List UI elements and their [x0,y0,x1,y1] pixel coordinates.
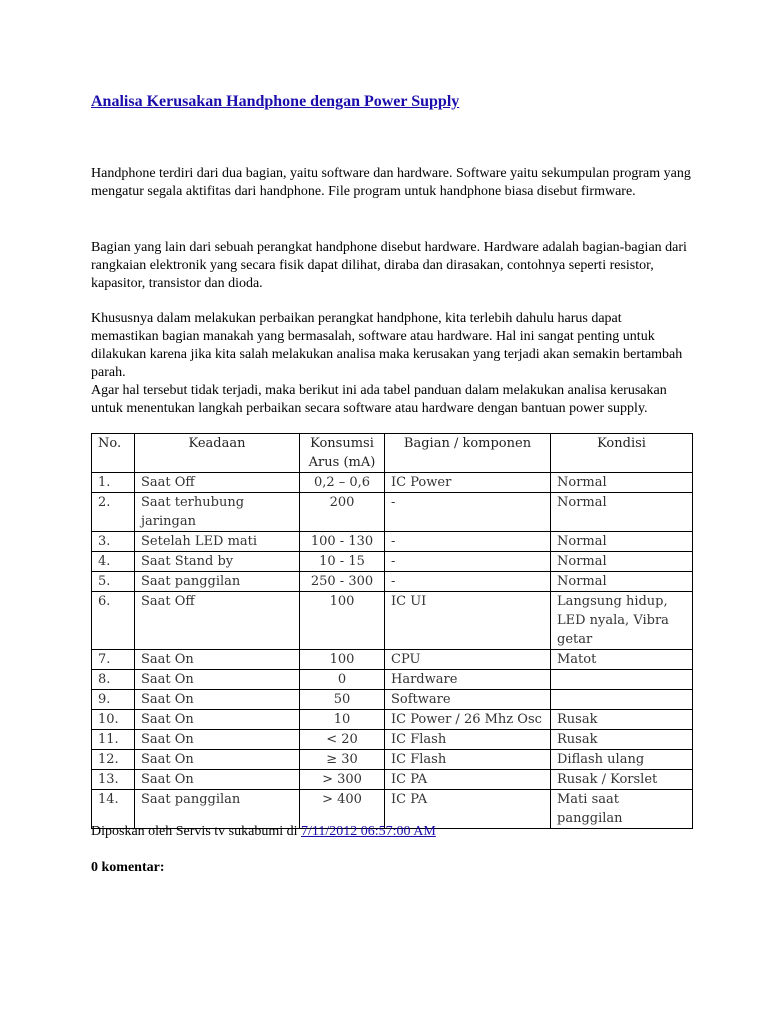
cell-arus: 100 [300,650,385,670]
cell-bagian: IC Flash [385,750,551,770]
table-row [92,670,693,690]
table-row [92,572,693,592]
cell-bagian: IC PA [385,770,551,790]
paragraph-software: Handphone terdiri dari dua bagian, yaitu software dan hardware. Software yaitu sekumpulan program yang mengatur segala aktifitas dari handphone. File program untuk handphone biasa disebut firmware. [91,166,691,199]
cell-arus: ≥ 30 [300,750,385,770]
header-arus: Konsumsi Arus (mA) [300,434,385,473]
comments-heading: 0 komentar: [91,860,165,875]
table-row [92,532,693,552]
post-timestamp-link[interactable]: 7/11/2012 06:57:00 AM [301,824,436,839]
cell-no: 9. [92,690,135,710]
cell-arus: 100 - 130 [300,532,385,552]
cell-kondisi [551,690,693,710]
paragraph-analysis: Khususnya dalam melakukan perbaikan perangkat handphone, kita terlebih dahulu harus dapat memastikan bagian manakah yang bermasalah, software atau hardware. Hal ini sangat penting untuk dilakukan karena jika kita salah melakukan analisa maka kerusakan yang terjadi akan semakin bertambah parah. [91,311,683,380]
header-bagian: Bagian / komponen [385,434,551,473]
cell-keadaan: Saat Off [135,592,300,650]
cell-no: 6. [92,592,135,650]
header-no: No. [92,434,135,473]
cell-arus: 100 [300,592,385,650]
cell-arus: 250 - 300 [300,572,385,592]
cell-arus: < 20 [300,730,385,750]
cell-kondisi: Normal [551,552,693,572]
cell-no: 3. [92,532,135,552]
cell-kondisi: Langsung hidup, LED nyala, Vibra getar [551,592,693,650]
cell-keadaan: Saat On [135,730,300,750]
cell-keadaan: Saat On [135,650,300,670]
cell-no: 2. [92,493,135,532]
header-kondisi: Kondisi [551,434,693,473]
table-row [92,552,693,572]
cell-bagian: IC PA [385,790,551,829]
cell-keadaan: Saat On [135,690,300,710]
cell-bagian: - [385,552,551,572]
cell-arus: > 300 [300,770,385,790]
table-row [92,493,693,532]
diagnosis-table [91,433,693,829]
table-row [92,790,693,829]
cell-bagian: IC UI [385,592,551,650]
cell-keadaan: Saat On [135,670,300,690]
cell-no: 5. [92,572,135,592]
cell-bagian: - [385,532,551,552]
cell-arus: 0 [300,670,385,690]
cell-kondisi: Diflash ulang [551,750,693,770]
cell-bagian: IC Power / 26 Mhz Osc [385,710,551,730]
cell-kondisi [551,670,693,690]
cell-keadaan: Saat panggilan [135,790,300,829]
cell-keadaan: Saat On [135,770,300,790]
cell-no: 11. [92,730,135,750]
cell-kondisi: Normal [551,473,693,493]
cell-kondisi: Rusak [551,730,693,750]
cell-kondisi: Matot [551,650,693,670]
header-keadaan: Keadaan [135,434,300,473]
cell-keadaan: Saat On [135,750,300,770]
cell-arus: 200 [300,493,385,532]
post-title-link[interactable]: Analisa Kerusakan Handphone dengan Power Supply [91,93,460,110]
cell-keadaan: Saat Off [135,473,300,493]
cell-no: 1. [92,473,135,493]
table-row [92,592,693,650]
cell-bagian: IC Power [385,473,551,493]
cell-bagian: - [385,493,551,532]
cell-no: 14. [92,790,135,829]
cell-no: 13. [92,770,135,790]
post-footer [91,824,436,840]
table-row [92,770,693,790]
cell-no: 8. [92,670,135,690]
cell-kondisi: Normal [551,493,693,532]
cell-keadaan: Saat panggilan [135,572,300,592]
cell-arus: 10 [300,710,385,730]
cell-kondisi: Rusak [551,710,693,730]
table-row [92,710,693,730]
table-row [92,730,693,750]
cell-no: 10. [92,710,135,730]
cell-bagian: Software [385,690,551,710]
cell-bagian: CPU [385,650,551,670]
paragraph-hardware: Bagian yang lain dari sebuah perangkat handphone disebut hardware. Hardware adalah bagian-bagian dari rangkaian elektronik yang secara fisik dapat dilihat, diraba dan dirasakan, contohnya seperti resistor, kapasitor, transistor dan dioda. [91,240,687,291]
table-row [92,650,693,670]
cell-keadaan: Setelah LED mati [135,532,300,552]
paragraph-table-intro: Agar hal tersebut tidak terjadi, maka berikut ini ada tabel panduan dalam melakukan analisa kerusakan untuk menentukan langkah perbaikan secara software atau hardware dengan bantuan power supply. [91,383,667,416]
cell-arus: 0,2 – 0,6 [300,473,385,493]
cell-kondisi: Mati saat panggilan [551,790,693,829]
cell-no: 7. [92,650,135,670]
table-row [92,690,693,710]
cell-kondisi: Normal [551,572,693,592]
cell-bagian: IC Flash [385,730,551,750]
cell-kondisi: Normal [551,532,693,552]
posted-by-text: Diposkan oleh Servis tv sukabumi di [91,824,298,839]
cell-keadaan: Saat terhubung jaringan [135,493,300,532]
table-header-row [92,434,693,473]
cell-arus: 50 [300,690,385,710]
cell-arus: 10 - 15 [300,552,385,572]
cell-arus: > 400 [300,790,385,829]
cell-kondisi: Rusak / Korslet [551,770,693,790]
cell-bagian: Hardware [385,670,551,690]
cell-bagian: - [385,572,551,592]
cell-keadaan: Saat On [135,710,300,730]
cell-no: 12. [92,750,135,770]
cell-no: 4. [92,552,135,572]
table-row [92,750,693,770]
table-row [92,473,693,493]
cell-keadaan: Saat Stand by [135,552,300,572]
